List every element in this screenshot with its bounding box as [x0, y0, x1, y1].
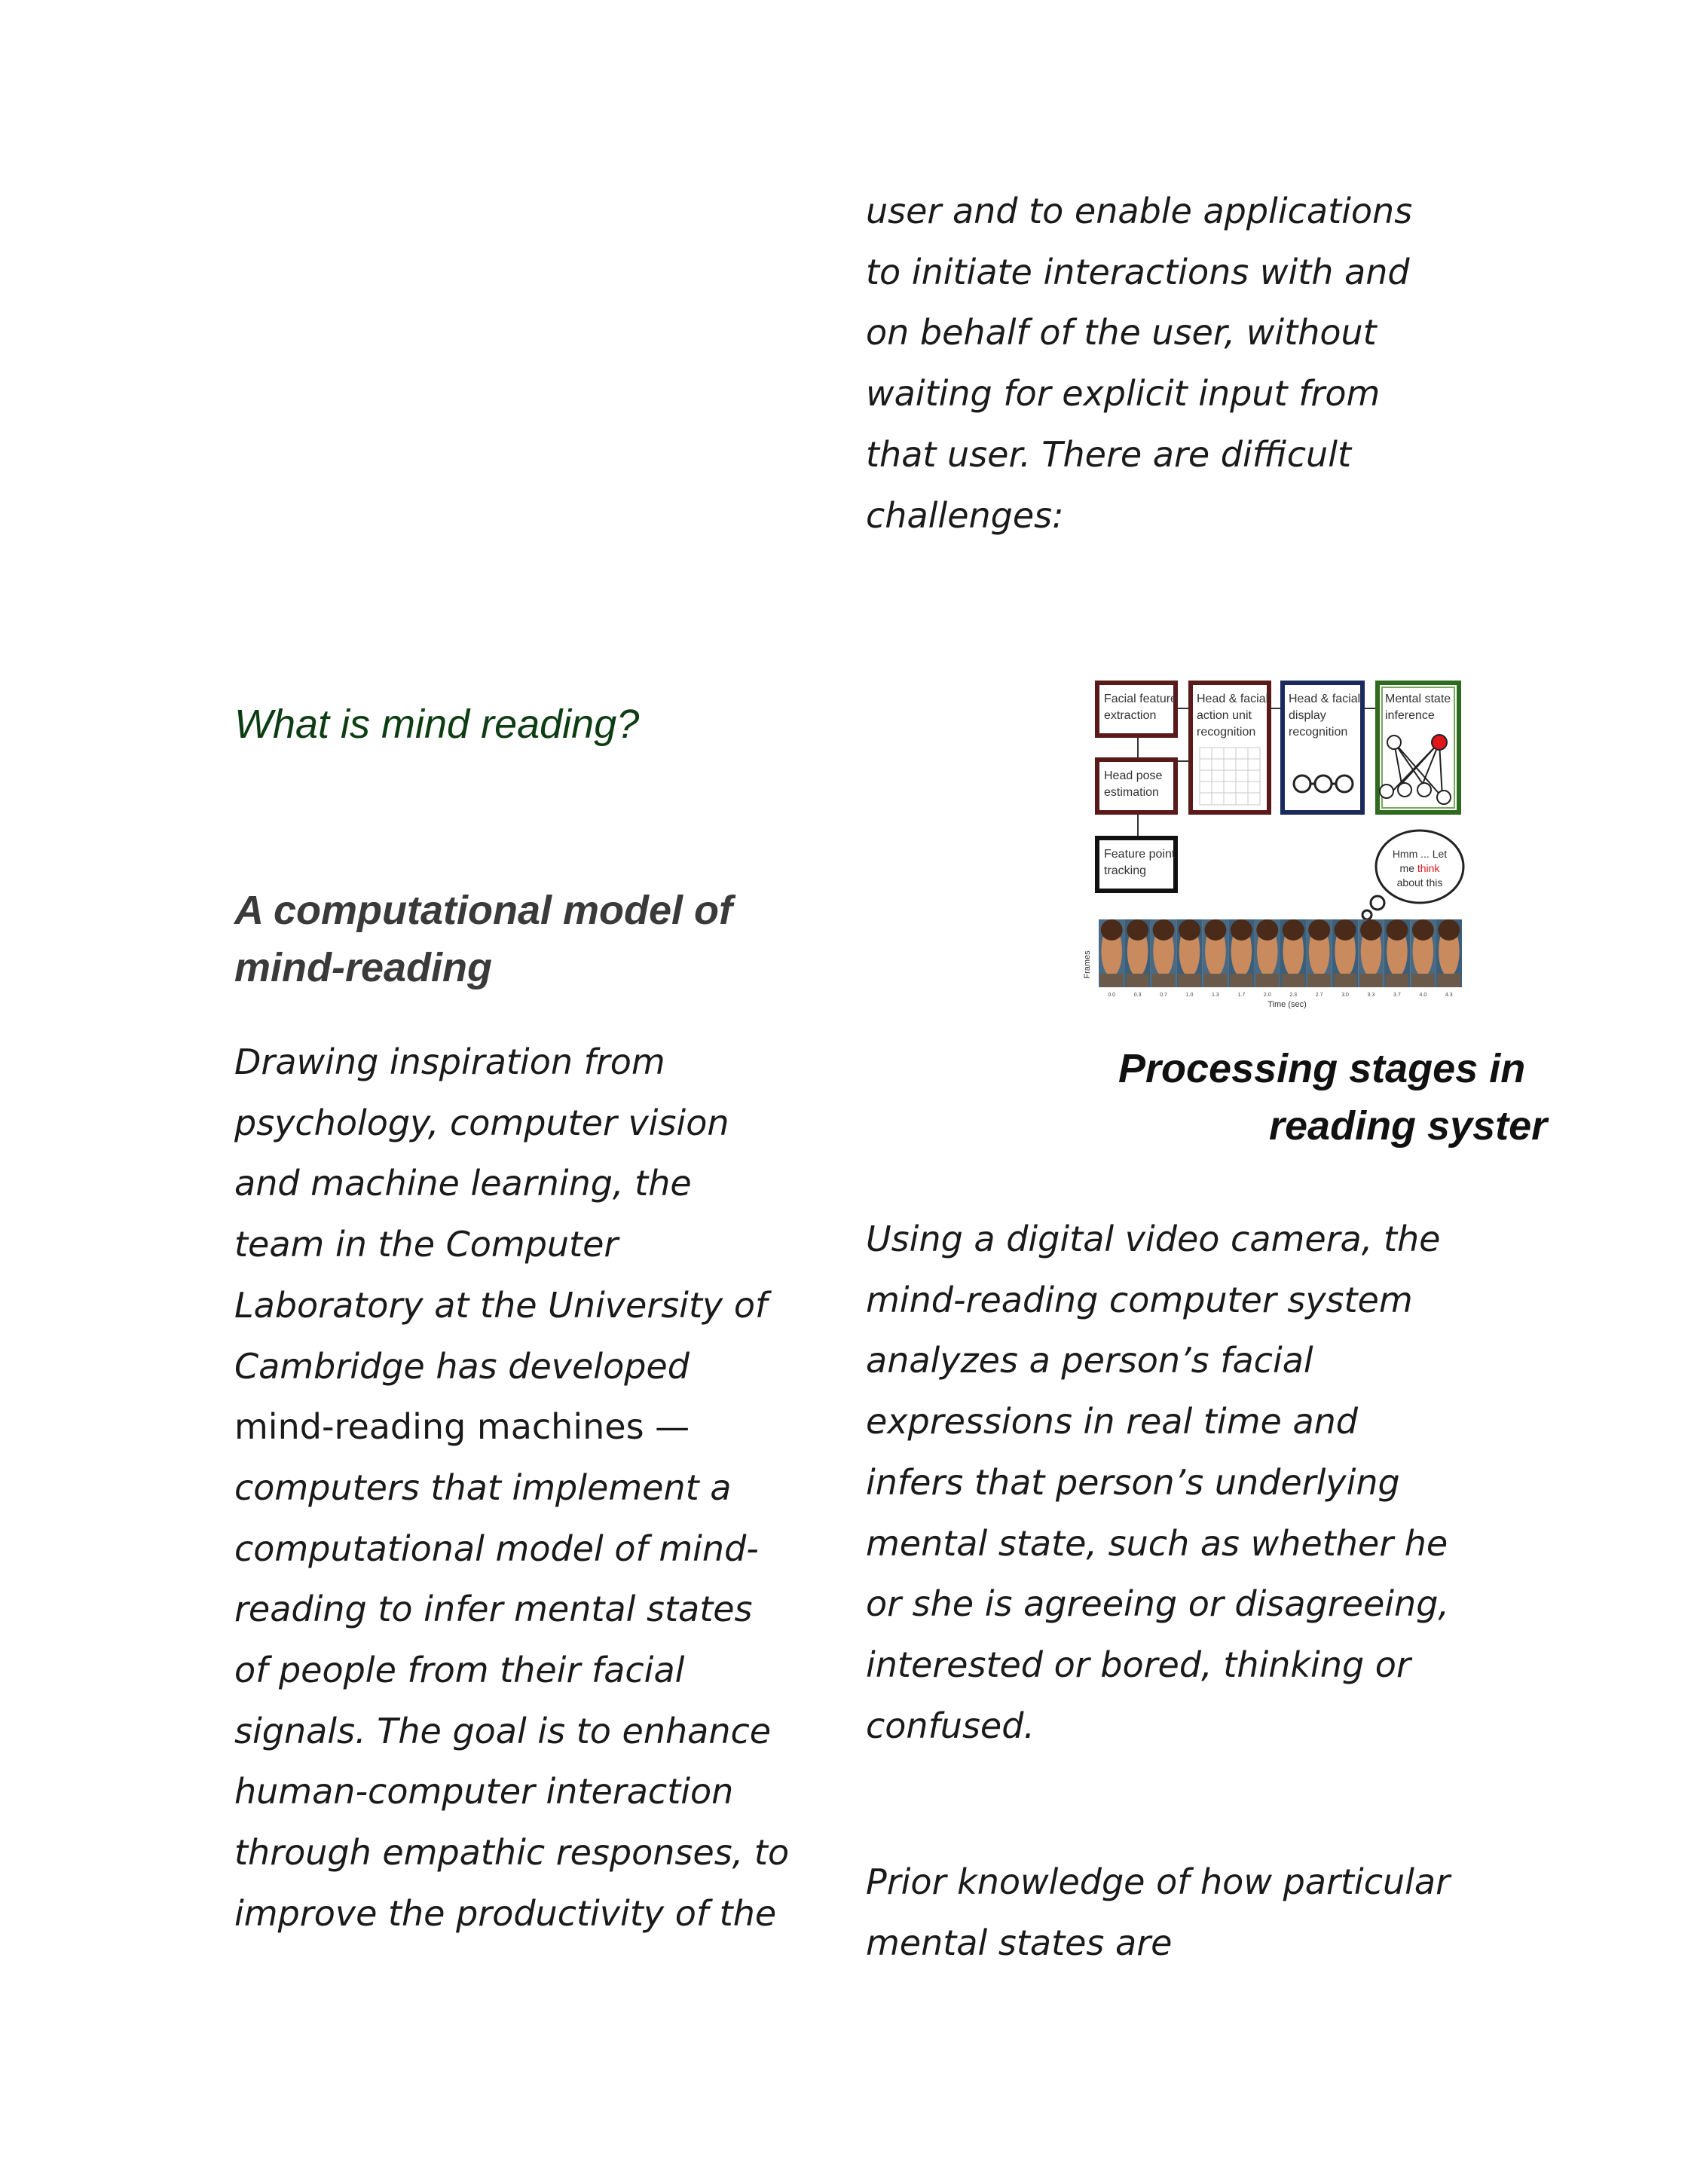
frames-axis-label: Frames	[1083, 950, 1092, 979]
video-frame-thumbnail	[1255, 919, 1280, 987]
feature-point-tracking-label-1: Feature point	[1104, 848, 1176, 861]
video-frame-thumbnail	[1176, 919, 1202, 987]
time-tick-label: 1.3	[1212, 993, 1219, 998]
mental-state-inference-label-1: Mental state	[1385, 693, 1451, 705]
thought-bubble-line-3: about this	[1396, 876, 1443, 889]
head-facial-display-label-3: recognition	[1289, 726, 1348, 739]
time-tick-label: 1.7	[1237, 993, 1246, 998]
figure-caption-line-2: reading syster	[1269, 1103, 1548, 1149]
left-column-body	[234, 1032, 792, 1944]
head-facial-action-label-1: Head & facial	[1197, 693, 1269, 705]
video-frame-thumbnail	[1306, 919, 1332, 987]
video-frame-thumbnail	[1151, 919, 1176, 987]
time-tick-label: 4.3	[1445, 993, 1453, 998]
time-tick-label: 3.0	[1341, 993, 1349, 998]
head-pose-estimation-label-2: estimation	[1104, 786, 1159, 799]
video-frame-thumbnail	[1280, 919, 1306, 987]
time-tick-label: 2.3	[1289, 993, 1298, 998]
time-tick-label: 4.0	[1419, 993, 1427, 998]
time-tick-label: 0.0	[1108, 993, 1116, 998]
time-tick-label: 2.7	[1315, 993, 1323, 998]
video-frame-thumbnail	[1410, 919, 1436, 987]
feature-point-tracking-label-2: tracking	[1104, 864, 1147, 877]
right-column-paragraph-2: Prior knowledge of how particular mental states are	[866, 1861, 1451, 1963]
thought-bubble-line-1: Hmm ... Let	[1392, 848, 1448, 860]
figure-caption	[1118, 1040, 1691, 1155]
video-frame-thumbnail	[1384, 919, 1410, 987]
thought-bubble-line-2: me think	[1399, 862, 1440, 874]
video-frame-thumbnail	[1332, 919, 1358, 987]
head-facial-action-label-2: action unit	[1197, 709, 1252, 722]
time-axis-ticks	[1108, 993, 1452, 998]
facial-feature-extraction-label-1: Facial feature	[1104, 693, 1177, 705]
left-body-part1: Drawing inspiration from psychology, computer vision and machine learning, the team in the Computer Laboratory at the University of Cambridge has developed	[234, 1042, 768, 1387]
time-tick-label: 3.3	[1367, 993, 1375, 998]
right-column-paragraph-1: Using a digital video camera, the mind-reading computer system analyzes a person’s facial expressions in real time and infers that person’s underlying mental state, such as whether he or she is agreeing or disagreeing, interested or bored, thinking or confused.	[866, 1219, 1450, 1746]
time-tick-label: 0.7	[1160, 993, 1167, 998]
subheading: A computational model of mind-reading	[234, 888, 732, 990]
thought-bubble	[1362, 830, 1463, 919]
video-frame-thumbnail	[1358, 919, 1384, 987]
facial-feature-extraction-label-2: extraction	[1104, 709, 1157, 722]
time-tick-label: 3.7	[1393, 993, 1401, 998]
time-tick-label: 2.0	[1263, 993, 1271, 998]
video-frames-strip	[1099, 919, 1462, 987]
left-body-emphasis: mind-reading machines —	[234, 1406, 690, 1448]
time-axis-label: Time (sec)	[1267, 1000, 1307, 1009]
head-facial-display-label-1: Head & facial	[1289, 693, 1361, 705]
processing-stages-diagram	[1085, 678, 1471, 1010]
right-column-top-paragraph: user and to enable applications to initiate interactions with and on behalf of the user, without waiting for explicit input from that user. There are difficult challenges:	[866, 191, 1413, 536]
video-frame-thumbnail	[1124, 919, 1150, 987]
section-title: What is mind reading?	[234, 702, 640, 747]
mental-state-inference-label-2: inference	[1385, 709, 1435, 722]
head-facial-action-label-3: recognition	[1197, 726, 1256, 739]
head-pose-estimation-label-1: Head pose	[1104, 769, 1163, 782]
video-frame-thumbnail	[1099, 919, 1124, 987]
video-frame-thumbnail	[1228, 919, 1254, 987]
processing-stages-figure	[1085, 678, 1471, 1010]
time-tick-label: 1.0	[1185, 993, 1194, 998]
video-frame-thumbnail	[1436, 919, 1462, 987]
time-tick-label: 0.3	[1133, 993, 1142, 998]
left-body-part3: computers that implement a computational model of mind-reading to infer mental states of people from their facial signals. The goal is to enhance human-computer interaction through empathic responses, to improve the productivity of the	[234, 1467, 790, 1934]
figure-caption-line-1: Processing stages in	[1118, 1046, 1526, 1091]
video-frame-thumbnail	[1203, 919, 1228, 987]
head-facial-display-label-2: display	[1289, 709, 1326, 722]
